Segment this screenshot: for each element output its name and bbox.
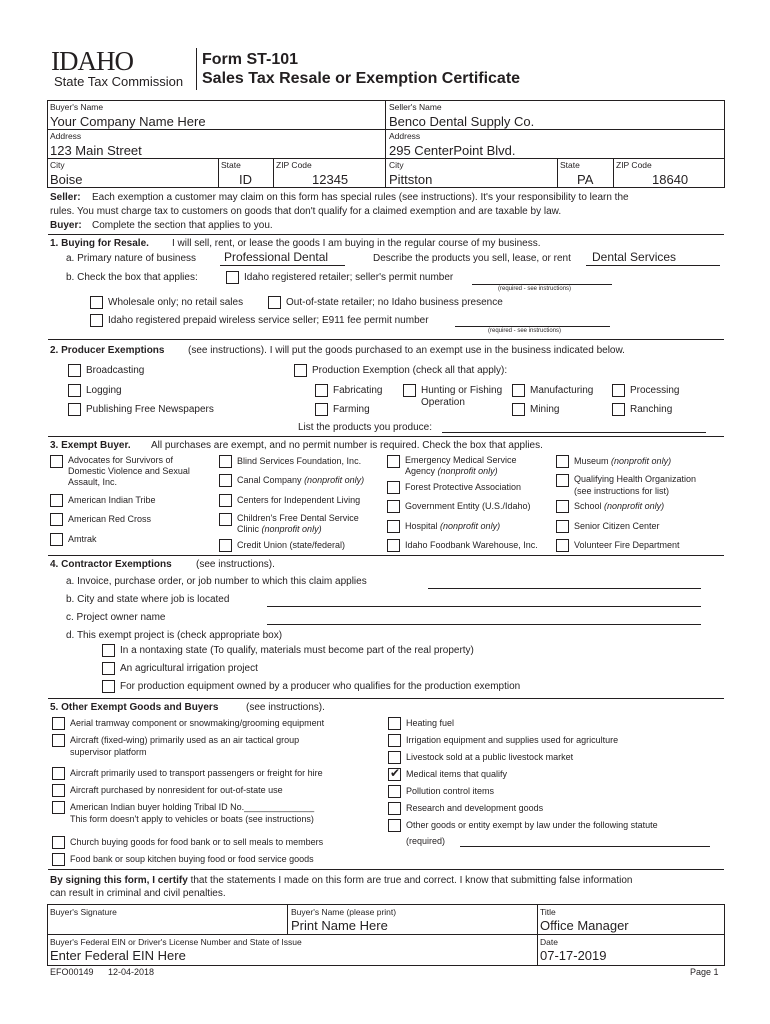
seller-address-label: Address bbox=[389, 131, 421, 141]
publishing-label: Publishing Free Newspapers bbox=[86, 404, 214, 415]
section-2-title: 2. Producer Exemptions bbox=[50, 345, 165, 356]
required-note-2: (required - see instructions) bbox=[488, 328, 562, 334]
buyer-city-label: City bbox=[50, 160, 65, 170]
red-cross-label: American Red Cross bbox=[68, 514, 152, 524]
wholesale-checkbox[interactable] bbox=[90, 296, 103, 309]
broadcasting-checkbox[interactable] bbox=[68, 364, 81, 377]
seller-note-label: Seller: bbox=[50, 192, 81, 203]
hospital-label: Hospital (nonprofit only) bbox=[405, 521, 501, 531]
idaho-retailer-label: Idaho registered retailer; seller's permit number bbox=[244, 272, 454, 283]
ein-label: Buyer's Federal EIN or Driver's License Number and State of Issue bbox=[50, 937, 302, 947]
statute-field[interactable] bbox=[460, 846, 710, 847]
s4-a-label: a. Invoice, purchase order, or job number to which this claim applies bbox=[66, 576, 367, 587]
other-goods-label-2: (required) bbox=[406, 836, 446, 846]
section-1-text: I will sell, rent, or lease the goods I am buying in the regular course of my business. bbox=[172, 238, 541, 249]
credit-union-checkbox[interactable] bbox=[219, 539, 232, 552]
buyer-state-label: State bbox=[221, 160, 241, 170]
buyer-address-field[interactable]: 123 Main Street bbox=[50, 143, 142, 158]
buyer-city-field[interactable]: Boise bbox=[50, 172, 83, 187]
prepaid-wireless-checkbox[interactable] bbox=[90, 314, 103, 327]
seller-name-label: Seller's Name bbox=[389, 102, 442, 112]
forest-checkbox[interactable] bbox=[387, 481, 400, 494]
irrigation-equipment-checkbox[interactable] bbox=[388, 734, 401, 747]
logging-checkbox[interactable] bbox=[68, 384, 81, 397]
heating-fuel-label: Heating fuel bbox=[406, 718, 455, 728]
fabricating-label: Fabricating bbox=[333, 385, 383, 396]
title-label: Title bbox=[540, 907, 556, 917]
advocates-label: Advocates for Survivors of bbox=[68, 455, 174, 465]
print-name-field[interactable]: Print Name Here bbox=[291, 918, 388, 933]
senior-center-checkbox[interactable] bbox=[556, 520, 569, 533]
seller-state-label: State bbox=[560, 160, 580, 170]
farming-checkbox[interactable] bbox=[315, 403, 328, 416]
required-note: (required - see instructions) bbox=[498, 286, 572, 292]
buyer-name-field[interactable]: Your Company Name Here bbox=[50, 114, 206, 129]
print-name-label: Buyer's Name (please print) bbox=[291, 907, 397, 917]
food-bank-checkbox[interactable] bbox=[52, 853, 65, 866]
list-products-label: List the products you produce: bbox=[298, 422, 432, 433]
advocates-label-2: Domestic Violence and Sexual bbox=[68, 466, 190, 476]
section-2-text: (see instructions). I will put the goods purchased to an exempt use in the business indicated below. bbox=[188, 345, 625, 356]
seller-city-field[interactable]: Pittston bbox=[389, 172, 433, 187]
ems-label: Emergency Medical Service bbox=[405, 455, 517, 465]
header-divider bbox=[196, 48, 197, 90]
aircraft-hire-checkbox[interactable] bbox=[52, 767, 65, 780]
aerial-tramway-checkbox[interactable] bbox=[52, 717, 65, 730]
describe-products-field[interactable]: Dental Services bbox=[592, 250, 677, 264]
s1-b-label: b. Check the box that applies: bbox=[66, 272, 198, 283]
s4-b-label: b. City and state where job is located bbox=[66, 594, 230, 605]
advocates-checkbox[interactable] bbox=[50, 455, 63, 468]
seller-note-text: Each exemption a customer may claim on this form has special rules (see instructions). It's your responsibility to learn the bbox=[92, 192, 629, 203]
section-5-title: 5. Other Exempt Goods and Buyers bbox=[50, 702, 219, 713]
buyer-note-label: Buyer: bbox=[50, 220, 82, 231]
section-5-text: (see instructions). bbox=[246, 702, 325, 713]
senior-center-label: Senior Citizen Center bbox=[574, 521, 660, 531]
production-exemption-checkbox[interactable] bbox=[294, 364, 307, 377]
medical-items-checkbox[interactable] bbox=[388, 768, 401, 781]
advocates-label-3: Assault, Inc. bbox=[68, 477, 118, 487]
volunteer-fire-label: Volunteer Fire Department bbox=[574, 540, 680, 550]
publishing-checkbox[interactable] bbox=[68, 403, 81, 416]
aircraft-fixed-wing-label-2: supervisor platform bbox=[70, 747, 147, 757]
pollution-control-label: Pollution control items bbox=[406, 786, 495, 796]
farming-label: Farming bbox=[333, 404, 370, 415]
logo-idaho-text: IDAHO bbox=[51, 46, 133, 76]
other-goods-checkbox[interactable] bbox=[388, 819, 401, 832]
ein-field[interactable]: Enter Federal EIN Here bbox=[50, 948, 186, 963]
wholesale-label: Wholesale only; no retail sales bbox=[108, 297, 244, 308]
blind-services-label: Blind Services Foundation, Inc. bbox=[237, 456, 362, 466]
agricultural-irrigation-label: An agricultural irrigation project bbox=[120, 663, 258, 674]
job-location-field[interactable] bbox=[267, 606, 701, 607]
foodbank-warehouse-label: Idaho Foodbank Warehouse, Inc. bbox=[405, 540, 538, 550]
school-checkbox[interactable] bbox=[556, 500, 569, 513]
qualifying-health-checkbox[interactable] bbox=[556, 474, 569, 487]
form-number: Form ST-101 bbox=[202, 51, 299, 68]
church-checkbox[interactable] bbox=[52, 836, 65, 849]
livestock-label: Livestock sold at a public livestock market bbox=[406, 752, 574, 762]
seller-name-field[interactable]: Benco Dental Supply Co. bbox=[389, 114, 535, 129]
museum-label: Museum (nonprofit only) bbox=[574, 456, 672, 466]
medical-items-label: Medical items that qualify bbox=[406, 769, 508, 779]
livestock-checkbox[interactable] bbox=[388, 751, 401, 764]
checkmark-icon: ✔ bbox=[390, 766, 401, 780]
school-label: School (nonprofit only) bbox=[574, 501, 665, 511]
ems-checkbox[interactable] bbox=[387, 455, 400, 468]
production-equipment-checkbox[interactable] bbox=[102, 680, 115, 693]
aircraft-hire-label: Aircraft primarily used to transport passengers or freight for hire bbox=[70, 768, 323, 778]
ems-label-2: Agency (nonprofit only) bbox=[405, 466, 498, 476]
buyer-name-label: Buyer's Name bbox=[50, 102, 104, 112]
buyer-zip-label: ZIP Code bbox=[276, 160, 312, 170]
childrens-dental-label: Children's Free Dental Service bbox=[237, 513, 359, 523]
volunteer-fire-checkbox[interactable] bbox=[556, 539, 569, 552]
aircraft-fixed-wing-checkbox[interactable] bbox=[52, 734, 65, 747]
hunting-fishing-label-2: Operation bbox=[421, 397, 465, 408]
seller-city-label: City bbox=[389, 160, 404, 170]
aircraft-nonresident-label: Aircraft purchased by nonresident for out-of-state use bbox=[70, 785, 283, 795]
american-indian-tribe-checkbox[interactable] bbox=[50, 494, 63, 507]
tribal-id-label-2: This form doesn't apply to vehicles or boats (see instructions) bbox=[70, 814, 314, 824]
project-owner-field[interactable] bbox=[267, 624, 701, 625]
primary-business-field[interactable]: Professional Dental bbox=[224, 250, 329, 264]
food-bank-label: Food bank or soup kitchen buying food or food service goods bbox=[70, 854, 314, 864]
government-label: Government Entity (U.S./Idaho) bbox=[405, 501, 531, 511]
tribal-id-checkbox[interactable] bbox=[52, 801, 65, 814]
amtrak-label: Amtrak bbox=[68, 534, 97, 544]
broadcasting-label: Broadcasting bbox=[86, 365, 145, 376]
processing-label: Processing bbox=[630, 385, 680, 396]
forest-label: Forest Protective Association bbox=[405, 482, 522, 492]
credit-union-label: Credit Union (state/federal) bbox=[237, 540, 346, 550]
manufacturing-label: Manufacturing bbox=[530, 385, 594, 396]
manufacturing-checkbox[interactable] bbox=[512, 384, 525, 397]
s4-d-label: d. This exempt project is (check appropriate box) bbox=[66, 630, 283, 641]
date-field[interactable]: 07-17-2019 bbox=[540, 948, 607, 963]
form-revision-date: 12-04-2018 bbox=[108, 967, 155, 977]
pollution-control-checkbox[interactable] bbox=[388, 785, 401, 798]
invoice-number-field[interactable] bbox=[428, 588, 701, 589]
form-title: Sales Tax Resale or Exemption Certificate bbox=[202, 70, 521, 87]
church-label: Church buying goods for food bank or to sell meals to members bbox=[70, 837, 324, 847]
research-development-label: Research and development goods bbox=[406, 803, 544, 813]
fabricating-checkbox[interactable] bbox=[315, 384, 328, 397]
canal-company-label: Canal Company (nonprofit only) bbox=[237, 475, 365, 485]
heating-fuel-checkbox[interactable] bbox=[388, 717, 401, 730]
american-indian-tribe-label: American Indian Tribe bbox=[68, 495, 156, 505]
independent-living-checkbox[interactable] bbox=[219, 494, 232, 507]
canal-company-checkbox[interactable] bbox=[219, 474, 232, 487]
production-exemption-label: Production Exemption (check all that apply): bbox=[312, 365, 508, 376]
foodbank-warehouse-checkbox[interactable] bbox=[387, 539, 400, 552]
certification-text-2: can result in criminal and civil penalties. bbox=[50, 888, 226, 899]
prepaid-wireless-label: Idaho registered prepaid wireless service seller; E911 fee permit number bbox=[108, 315, 429, 326]
production-equipment-label: For production equipment owned by a producer who qualifies for the production exemption bbox=[120, 681, 521, 692]
section-3-title: 3. Exempt Buyer. bbox=[50, 440, 131, 451]
section-4-title: 4. Contractor Exemptions bbox=[50, 559, 172, 570]
seller-zip-label: ZIP Code bbox=[616, 160, 652, 170]
section-1-title: 1. Buying for Resale. bbox=[50, 238, 149, 249]
mining-checkbox[interactable] bbox=[512, 403, 525, 416]
amtrak-checkbox[interactable] bbox=[50, 533, 63, 546]
other-goods-label: Other goods or entity exempt by law under the following statute bbox=[406, 820, 658, 830]
products-produced-field[interactable] bbox=[442, 432, 706, 433]
childrens-dental-label-2: Clinic (nonprofit only) bbox=[237, 524, 322, 534]
agricultural-irrigation-checkbox[interactable] bbox=[102, 662, 115, 675]
seller-address-field[interactable]: 295 CenterPoint Blvd. bbox=[389, 143, 516, 158]
out-of-state-label: Out-of-state retailer; no Idaho business presence bbox=[286, 297, 503, 308]
certification-text: By signing this form, I certify that the statements I made on this form are true and correct. I know that submitting false information bbox=[50, 875, 633, 886]
signature-label: Buyer's Signature bbox=[50, 907, 117, 917]
qualifying-health-label: Qualifying Health Organization bbox=[574, 474, 697, 484]
aircraft-fixed-wing-label: Aircraft (fixed-wing) primarily used as an air tactical group bbox=[70, 735, 300, 745]
logging-label: Logging bbox=[86, 385, 122, 396]
research-development-checkbox[interactable] bbox=[388, 802, 401, 815]
e911-permit-field[interactable] bbox=[455, 326, 610, 327]
s4-c-label: c. Project owner name bbox=[66, 612, 166, 623]
form-code: EFO00149 bbox=[50, 967, 94, 977]
museum-checkbox[interactable] bbox=[556, 455, 569, 468]
hospital-checkbox[interactable] bbox=[387, 520, 400, 533]
mining-label: Mining bbox=[530, 404, 560, 415]
seller-zip-field[interactable]: 18640 bbox=[652, 172, 689, 187]
buyer-note-text: Complete the section that applies to you. bbox=[92, 220, 273, 231]
qualifying-health-label-2: (see instructions for list) bbox=[574, 486, 670, 496]
idaho-retailer-checkbox[interactable] bbox=[226, 271, 239, 284]
section-4-text: (see instructions). bbox=[196, 559, 275, 570]
title-field[interactable]: Office Manager bbox=[540, 918, 629, 933]
tribal-id-label: American Indian buyer holding Tribal ID No.______________ bbox=[70, 802, 315, 812]
hunting-fishing-label: Hunting or Fishing bbox=[421, 385, 503, 396]
describe-products-label: Describe the products you sell, lease, or rent bbox=[373, 253, 571, 264]
irrigation-equipment-label: Irrigation equipment and supplies used for agriculture bbox=[406, 735, 619, 745]
nontaxing-state-label: In a nontaxing state (To qualify, materials must become part of the real property) bbox=[120, 645, 474, 656]
section-3-text: All purchases are exempt, and no permit number is required. Check the box that applies. bbox=[151, 440, 543, 451]
s1-a-label: a. Primary nature of business bbox=[66, 253, 197, 264]
idaho-logo bbox=[48, 44, 196, 92]
seller-permit-field[interactable] bbox=[472, 284, 612, 285]
buyer-address-label: Address bbox=[50, 131, 82, 141]
page-number: Page 1 bbox=[690, 967, 719, 977]
blind-services-checkbox[interactable] bbox=[219, 455, 232, 468]
red-cross-checkbox[interactable] bbox=[50, 513, 63, 526]
childrens-dental-checkbox[interactable] bbox=[219, 513, 232, 526]
ranching-label: Ranching bbox=[630, 404, 673, 415]
signature-field[interactable] bbox=[48, 918, 286, 933]
seller-note-text-2: rules. You must charge tax to customers on goods that don't qualify for a claimed exemption and are taxable by law. bbox=[50, 206, 562, 217]
ranching-checkbox[interactable] bbox=[612, 403, 625, 416]
government-checkbox[interactable] bbox=[387, 500, 400, 513]
seller-state-field[interactable]: PA bbox=[577, 172, 594, 187]
nontaxing-state-checkbox[interactable] bbox=[102, 644, 115, 657]
out-of-state-checkbox[interactable] bbox=[268, 296, 281, 309]
date-label: Date bbox=[540, 937, 558, 947]
independent-living-label: Centers for Independent Living bbox=[237, 495, 361, 505]
processing-checkbox[interactable] bbox=[612, 384, 625, 397]
aircraft-nonresident-checkbox[interactable] bbox=[52, 784, 65, 797]
buyer-zip-field[interactable]: 12345 bbox=[312, 172, 349, 187]
hunting-fishing-checkbox[interactable] bbox=[403, 384, 416, 397]
aerial-tramway-label: Aerial tramway component or snowmaking/grooming equipment bbox=[70, 718, 325, 728]
logo-commission-text: State Tax Commission bbox=[54, 74, 184, 89]
buyer-state-field[interactable]: ID bbox=[239, 172, 252, 187]
